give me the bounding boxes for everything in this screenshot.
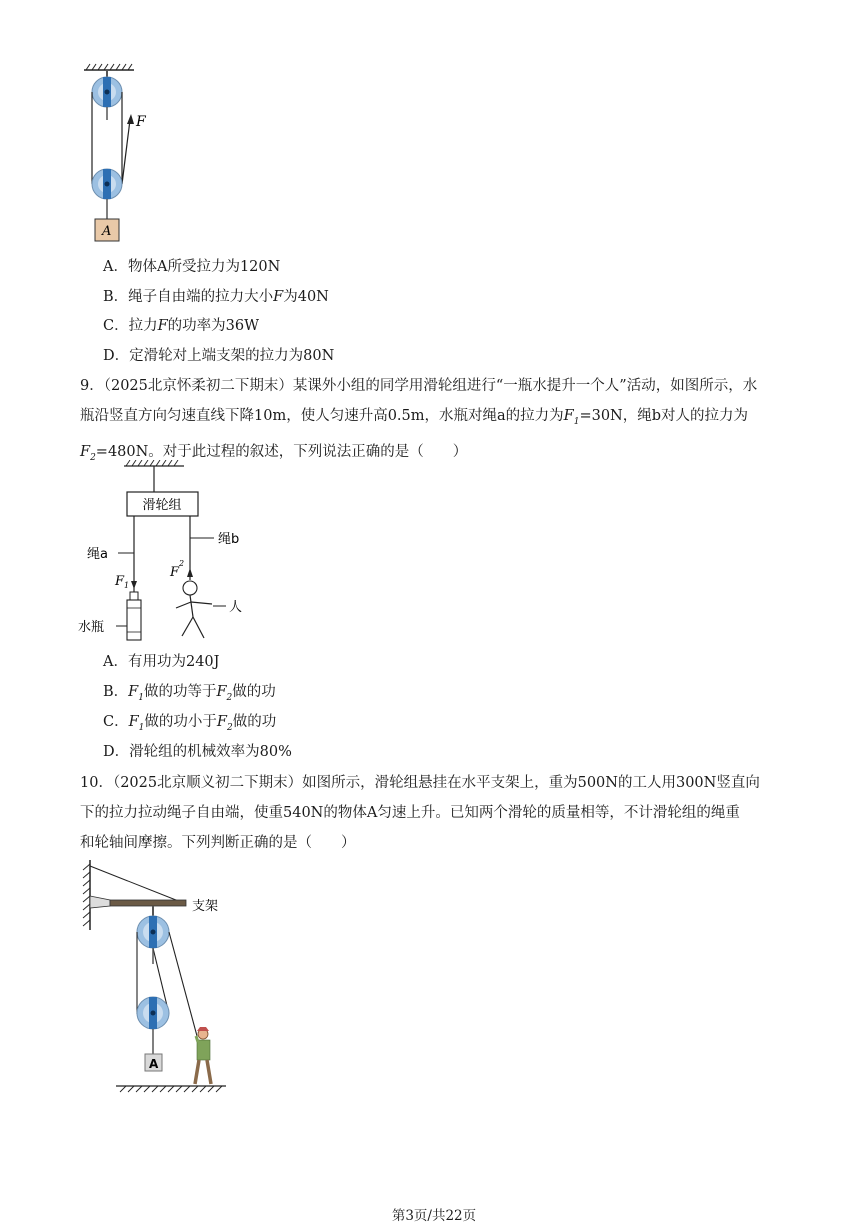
q8-force-label: F	[136, 114, 146, 130]
q9-f2-subscript: 2	[179, 559, 185, 568]
q9-person-label: 人	[229, 600, 243, 615]
option-text: 物体A所受拉力为120N	[127, 259, 281, 275]
q8-block-label: A	[102, 224, 112, 239]
option-subscript: 1	[138, 692, 144, 703]
option-text: 绳子自由端的拉力大小	[128, 289, 274, 305]
option-text: 拉力	[128, 318, 158, 334]
q9-option-c	[103, 712, 276, 738]
q9-option-b	[103, 682, 276, 708]
q9-bottle-label: 水瓶	[78, 620, 105, 635]
question-text: 下的拉力拉动绳子自由端，使重540N的物体A匀速上升。已知两个滑轮的质量相等，不计滑轮组的绳重	[80, 805, 740, 821]
force-symbol: F	[80, 443, 91, 460]
option-letter: B．	[103, 289, 129, 305]
q9-f1-subscript: 1	[124, 581, 130, 590]
q9-pulley-diagram	[72, 460, 272, 645]
q8-option-b	[103, 287, 329, 307]
q9-question	[80, 371, 792, 473]
q10-pulley-figure	[76, 856, 246, 1104]
question-source: （2025北京怀柔初二下期末）	[103, 378, 293, 394]
option-text: 做的功小于	[144, 714, 217, 730]
q8-option-a	[103, 257, 280, 277]
option-subscript: 2	[226, 692, 233, 703]
option-subscript: 2	[226, 722, 233, 733]
option-letter: C．	[103, 714, 129, 730]
option-letter: C．	[103, 318, 129, 334]
force-symbol: F	[563, 408, 574, 424]
q9-rope-a-label: 绳a	[87, 547, 108, 562]
q9-rope-b-label: 绳b	[218, 532, 240, 547]
force-subscript: 2	[90, 452, 96, 463]
option-text: 的功率为36W	[167, 318, 260, 334]
option-variable: F	[157, 318, 168, 334]
q8-option-c	[103, 316, 259, 336]
option-letter: D．	[103, 744, 130, 760]
question-text: =480N。对于此过程的叙述，下列说法正确的是（ ）	[95, 443, 468, 460]
q10-bracket-label: 支架	[192, 899, 219, 914]
page-footer: 第3页/共22页	[391, 1208, 477, 1224]
q9-f1-label: F	[115, 574, 125, 589]
option-variable: F	[128, 714, 139, 730]
question-number: 10．	[80, 775, 113, 791]
force-subscript: 1	[573, 416, 580, 427]
question-source: （2025北京顺义初二下期末）	[112, 775, 303, 791]
option-letter: A．	[103, 259, 128, 275]
option-text: 为40N	[283, 289, 329, 305]
option-variable: F	[216, 684, 227, 700]
option-letter: D．	[103, 348, 130, 364]
option-subscript: 1	[138, 722, 145, 733]
option-letter: B．	[103, 684, 129, 700]
question-text: 和轮轴间摩擦。下列判断正确的是（ ）	[80, 835, 356, 851]
question-text: 如图所示，滑轮组悬挂在水平支架上，重为500N的工人用300N竖直向	[302, 775, 760, 791]
q9-option-d	[103, 742, 292, 762]
option-text: 做的功等于	[143, 684, 217, 700]
question-number: 9．	[80, 378, 104, 394]
question-text: =30N，绳b对人的拉力为	[579, 408, 749, 424]
option-variable: F	[128, 684, 139, 700]
q9-option-a	[103, 652, 219, 672]
q10-question	[80, 768, 792, 858]
q8-pulley-figure	[78, 62, 168, 246]
q9-f2-label: F	[170, 565, 180, 580]
q9-box-label: 滑轮组	[142, 498, 182, 513]
q10-block-label: A	[149, 1057, 159, 1071]
q8-option-d	[103, 346, 334, 366]
option-variable: F	[216, 714, 227, 730]
option-text: 滑轮组的机械效率为80%	[129, 744, 292, 760]
option-letter: A．	[103, 654, 128, 670]
option-text: 有用功为240J	[127, 654, 220, 670]
question-text: 瓶沿竖直方向匀速直线下降10m，使人匀速升高0.5m，水瓶对绳a的拉力为	[80, 408, 564, 424]
option-text: 做的功	[232, 714, 277, 730]
option-variable: F	[273, 289, 284, 305]
question-text: 某课外小组的同学用滑轮组进行“一瓶水提升一个人”活动，如图所示，水	[292, 378, 758, 394]
option-text: 定滑轮对上端支架的拉力为80N	[129, 348, 335, 364]
option-text: 做的功	[232, 684, 276, 700]
